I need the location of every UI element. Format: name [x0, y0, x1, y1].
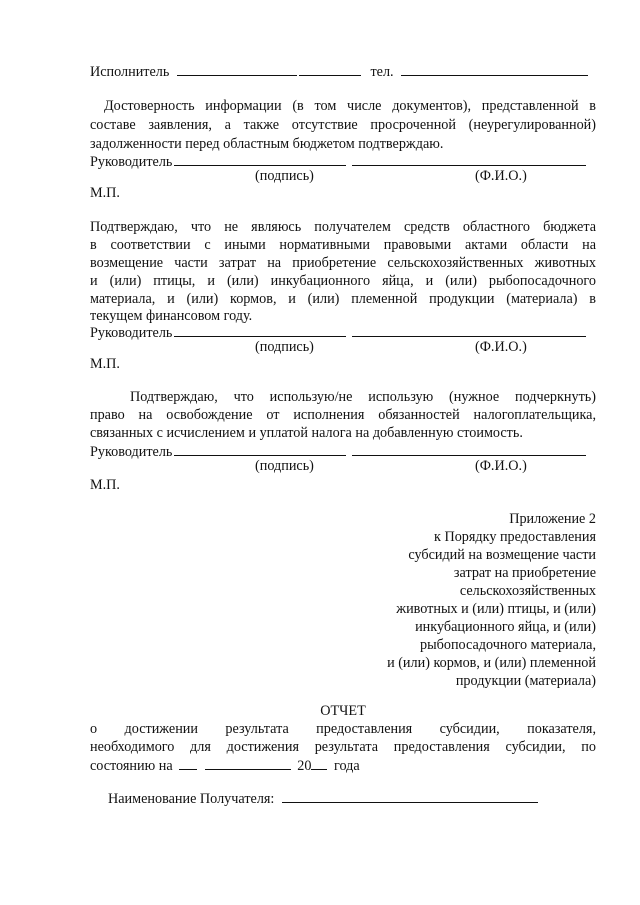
recipient-line [90, 789, 614, 809]
head-label: Руководитель [90, 444, 173, 460]
reliability-line-2: составе заявления, а также отсутствие просроченной (неурегулированной) [90, 117, 596, 133]
date-year-blank [311, 756, 327, 770]
vat-line-1: Подтверждаю, что использую/не использую (нужное подчеркнуть) [130, 389, 596, 405]
reliability-line-1: Достоверность информации (в том числе документов), представленной в [104, 98, 596, 114]
name-blank [352, 442, 586, 456]
signature-blank [174, 152, 346, 166]
report-date-suffix: года [334, 758, 360, 774]
head-label: Руководитель [90, 154, 173, 170]
appendix-line-3: субсидий на возмещение части [408, 547, 596, 563]
appendix-line-9: и (или) кормов, и (или) племенной [387, 655, 596, 671]
stamp-label: М.П. [90, 356, 120, 372]
not-recipient-line-6: текущем финансовом году. [90, 308, 253, 324]
date-month-blank [205, 756, 291, 770]
signature-blank [174, 442, 346, 456]
stamp-label: М.П. [90, 185, 120, 201]
appendix-line-7: инкубационного яйца, и (или) [415, 619, 596, 635]
not-recipient-line-5: материала, и (или) кормов, и (или) племенной продукции (материала) в [90, 291, 596, 307]
report-date-year: 20 [297, 758, 312, 774]
name-caption: (Ф.И.О.) [475, 339, 527, 355]
not-recipient-line-4: и (или) птицы, и (или) инкубационного яйца, и (или) рыбопосадочного [90, 273, 596, 289]
name-blank [352, 323, 586, 337]
executor-line [90, 62, 596, 82]
reliability-line-3: задолженности перед областным бюджетом подтверждаю. [90, 136, 444, 152]
not-recipient-line-3: возмещение части затрат на приобретение сельскохозяйственных животных [90, 255, 596, 271]
name-caption: (Ф.И.О.) [475, 458, 527, 474]
executor-name-blank [177, 62, 297, 76]
tel-label: тел. [370, 64, 394, 80]
vat-line-2: право на освобождение от исполнения обязанностей налогоплательщика, [90, 407, 596, 423]
appendix-line-6: животных и (или) птицы, и (или) [396, 601, 596, 617]
appendix-line-8: рыбопосадочного материала, [420, 637, 596, 653]
tel-blank [401, 62, 588, 76]
appendix-line-2: к Порядку предоставления [434, 529, 596, 545]
executor-label: Исполнитель [90, 64, 170, 80]
appendix-line-5: сельскохозяйственных [459, 583, 596, 599]
head-label: Руководитель [90, 325, 173, 341]
signature-caption: (подпись) [255, 458, 314, 474]
appendix-line-10: продукции (материала) [455, 673, 596, 689]
name-blank [352, 152, 586, 166]
stamp-label: М.П. [90, 477, 120, 493]
recipient-blank [282, 789, 538, 803]
signature-caption: (подпись) [255, 168, 314, 184]
appendix-line-1: Приложение 2 [509, 511, 596, 527]
recipient-label: Наименование Получателя: [108, 791, 275, 807]
not-recipient-line-2: в соответствии с иными нормативными правовыми актами области на [90, 237, 596, 253]
executor-name-blank-2 [299, 62, 361, 76]
report-title: ОТЧЕТ [320, 703, 366, 719]
vat-line-3: связанных с исчислением и уплатой налога на добавленную стоимость. [90, 425, 523, 441]
report-line-1: о достижении результата предоставления субсидии, показателя, [90, 721, 596, 737]
signature-caption: (подпись) [255, 339, 314, 355]
report-date-prefix: состоянию на [90, 758, 173, 774]
signature-blank [174, 323, 346, 337]
report-date-line [90, 756, 596, 776]
name-caption: (Ф.И.О.) [475, 168, 527, 184]
appendix-line-4: затрат на приобретение [453, 565, 596, 581]
not-recipient-line-1: Подтверждаю, что не являюсь получателем средств областного бюджета [90, 219, 596, 235]
report-line-2: необходимого для достижения результата предоставления субсидии, по [90, 739, 596, 755]
date-day-blank [179, 756, 197, 770]
